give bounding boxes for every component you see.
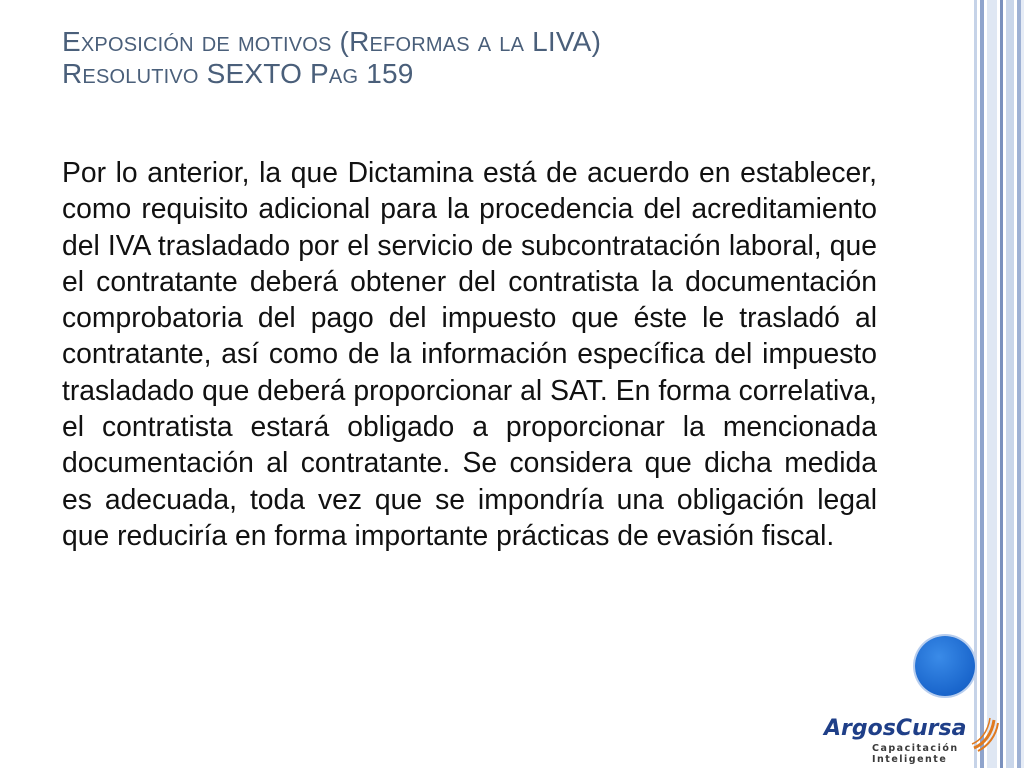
stripe [1000,0,1003,768]
stripe [987,0,997,768]
blue-circle-icon [915,636,975,696]
logo-tagline-line-2: Inteligente [872,754,948,765]
stripe [974,0,977,768]
decorative-stripes [974,0,1024,768]
logo-tagline [872,743,959,765]
title-line-2: Resolutivo SEXTO Pag 159 [62,58,414,89]
swoosh-icon [970,714,1000,754]
stripe [1006,0,1014,768]
title-line-1: Exposición de motivos (Reformas a la LIVA) [62,26,602,57]
logo-tagline-line-1: Capacitación [872,743,959,754]
logo-wordmark: ArgosCursa [824,716,967,741]
body-paragraph: Por lo anterior, la que Dictamina está de acuerdo en establecer, como requisito adicional para la procedencia del acreditamiento del IVA trasladado por el servicio de subcontratación laboral, que el contratante deberá obtener del contratista la documentación comprobatoria del pago del impuesto que éste le trasladó al contratante, así como de la información específica del impuesto trasladado que deberá proporcionar al SAT. En forma correlativa, el contratista estará obligado a proporcionar la mencionada documentación al contratante. Se considera que dicha medida es adecuada, toda vez que se impondría una obligación legal que reduciría en forma importante prácticas de evasión fiscal. [62,156,877,551]
slide-title [62,26,942,90]
stripe [980,0,984,768]
argoscursa-logo [820,710,1000,768]
